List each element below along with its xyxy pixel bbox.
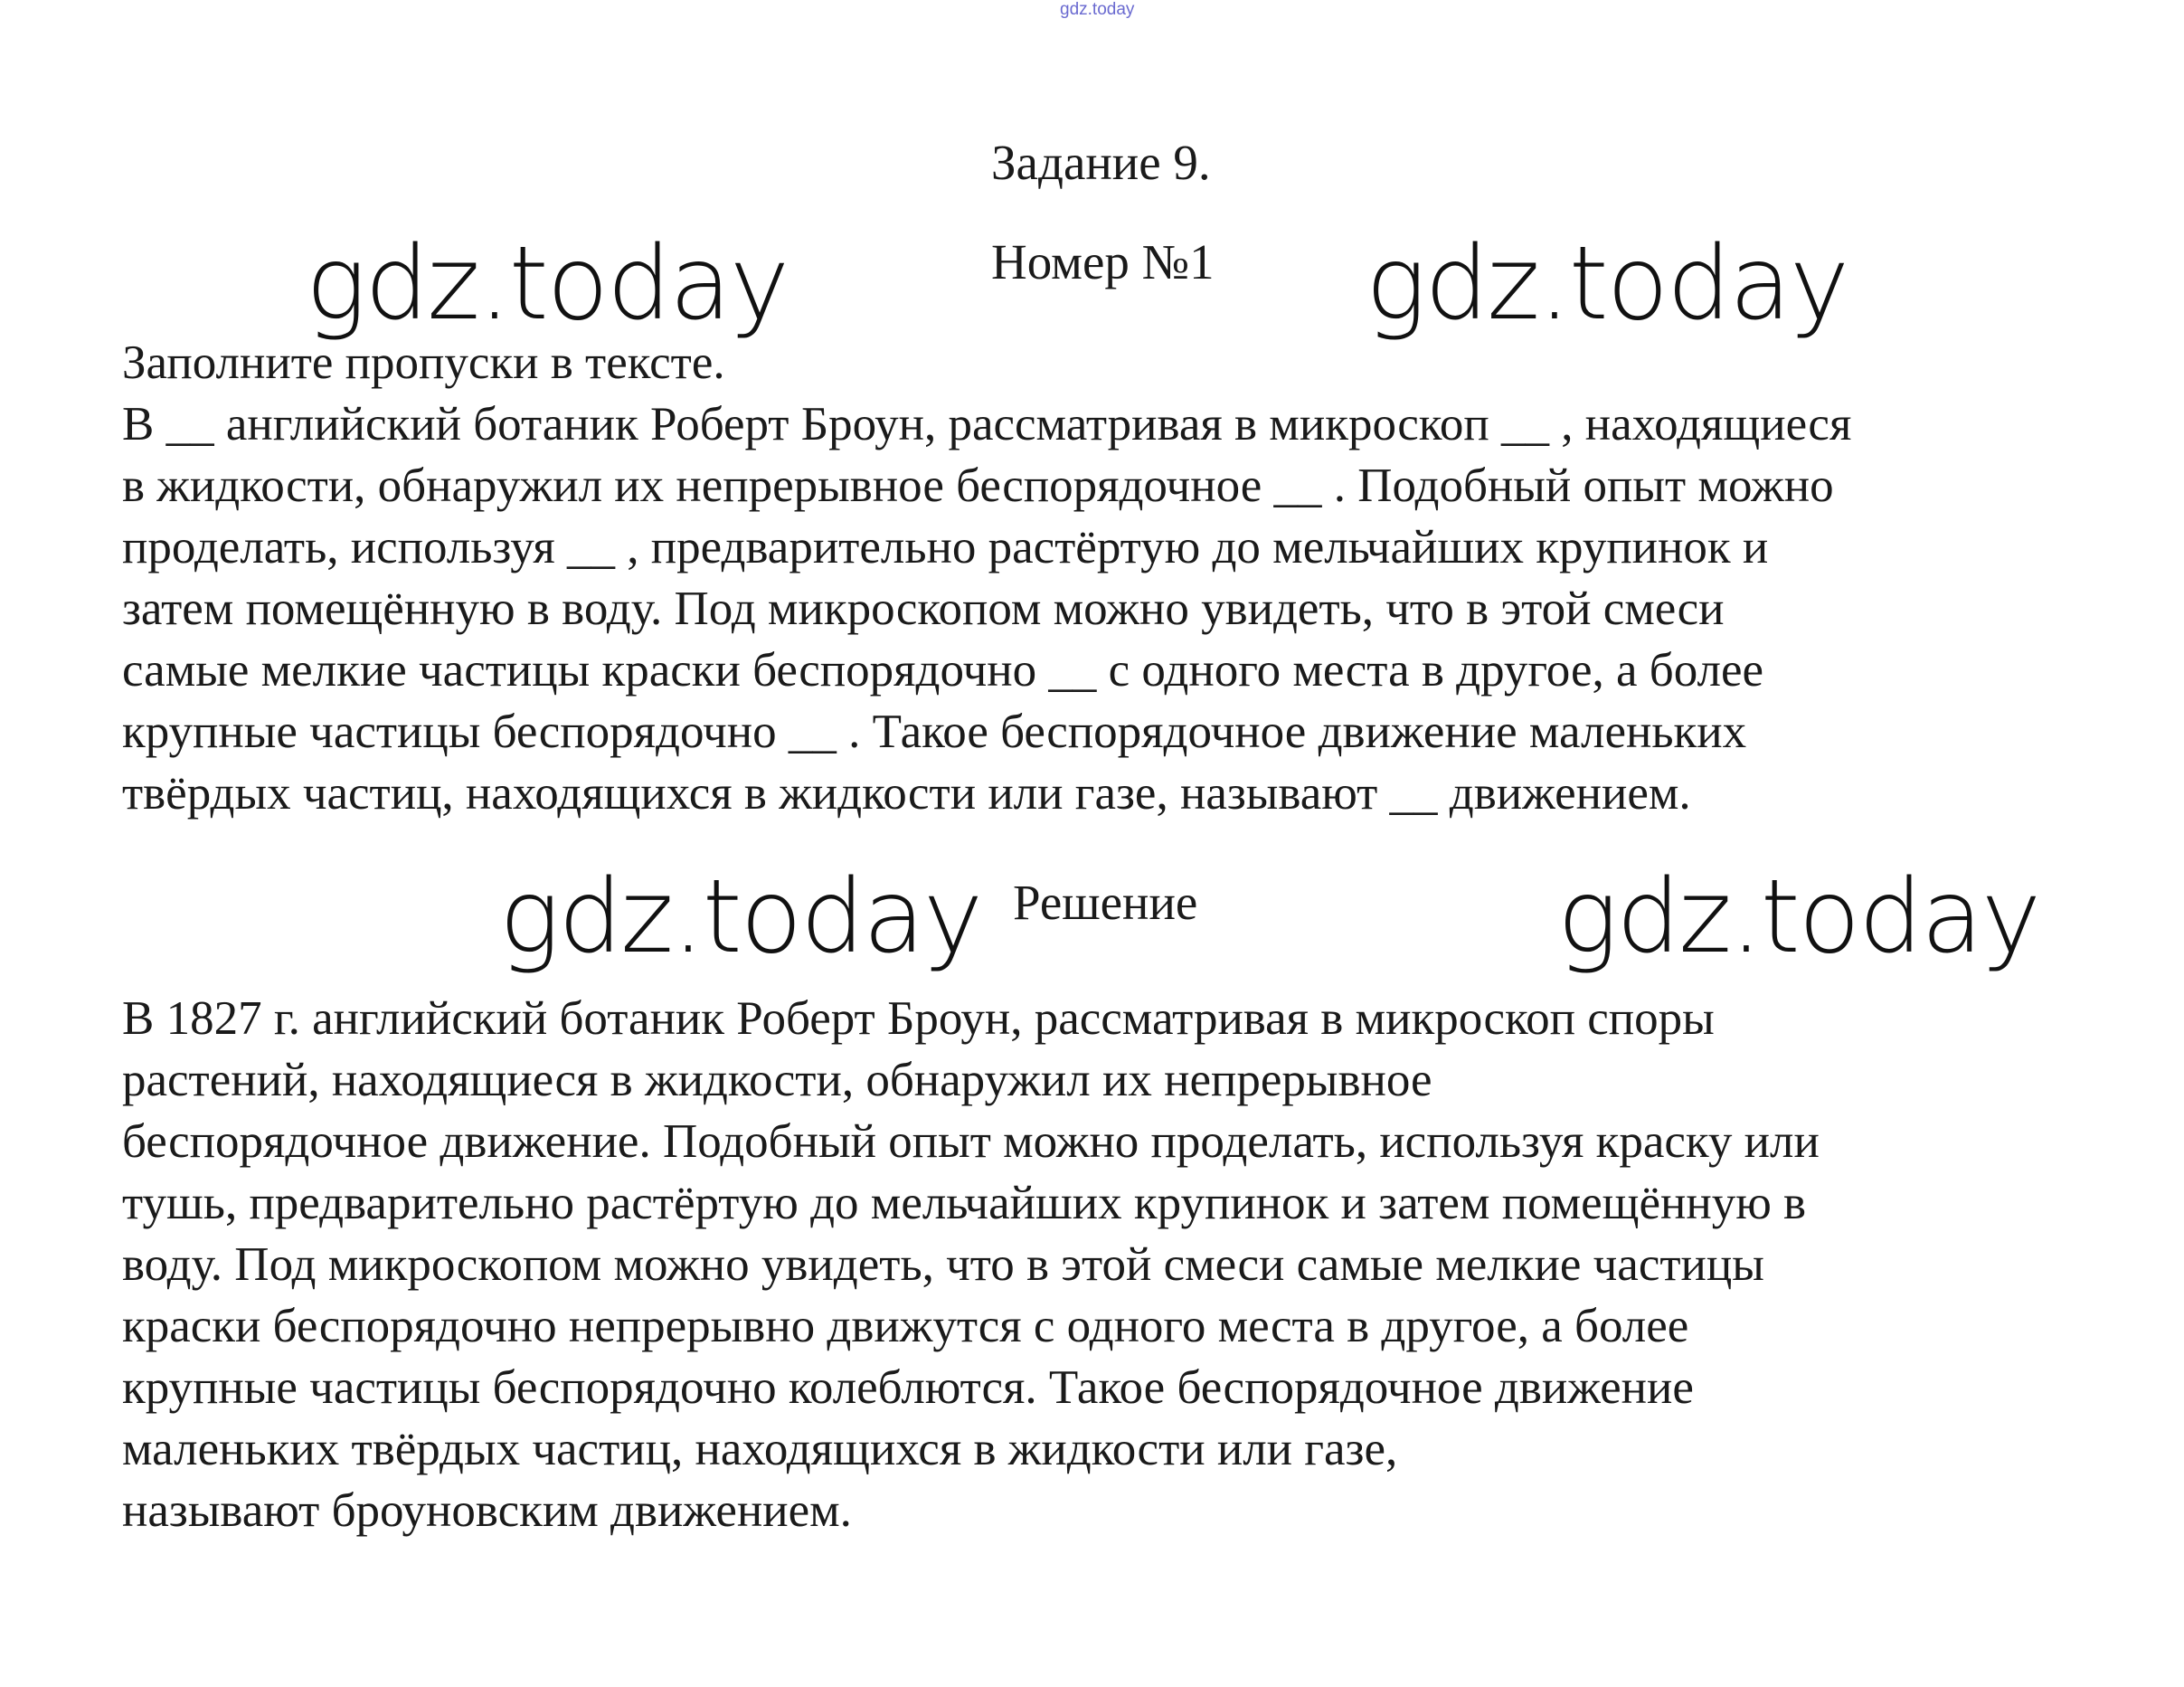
problem-line: затем помещённую в воду. Под микроскопом можно увидеть, что в этой смеси xyxy=(122,583,1725,635)
solution-line: называют броуновским движением. xyxy=(122,1484,852,1537)
solution-line: крупные частицы беспорядочно колеблются. Такое беспорядочное движение xyxy=(122,1361,1694,1414)
solution-line: тушь, предварительно растёртую до мельчайших крупинок и затем помещённую в xyxy=(122,1177,1807,1229)
solution-text xyxy=(122,988,1820,1541)
problem-line: в жидкости, обнаружил их непрерывное беспорядочное __ . Подобный опыт можно xyxy=(122,460,1834,512)
watermark: gdz.today xyxy=(1366,225,1848,343)
problem-line: твёрдых частиц, находящихся в жидкости или газе, называют __ движением. xyxy=(122,767,1691,820)
solution-line: растений, находящиеся в жидкости, обнаружил их непрерывное xyxy=(122,1054,1432,1106)
watermark: gdz.today xyxy=(306,225,789,343)
solution-line: воду. Под микроскопом можно увидеть, что в этой смеси самые мелкие частицы xyxy=(122,1238,1764,1291)
problem-line: В __ английский ботаник Роберт Броун, рассматривая в микроскоп __ , находящиеся xyxy=(122,398,1852,450)
solution-line: краски беспорядочно непрерывно движутся с одного места в другое, а более xyxy=(122,1300,1689,1352)
problem-text xyxy=(122,332,1851,824)
task-title: Задание 9. xyxy=(991,135,1211,190)
watermark: gdz.today xyxy=(499,858,982,976)
solution-line: маленьких твёрдых частиц, находящихся в жидкости или газе, xyxy=(122,1423,1398,1475)
solution-line: беспорядочное движение. Подобный опыт можно проделать, используя краску или xyxy=(122,1115,1820,1168)
task-number: Номер №1 xyxy=(991,234,1215,289)
solution-line: В 1827 г. английский ботаник Роберт Броун, рассматривая в микроскоп споры xyxy=(122,992,1715,1045)
solution-title: Решение xyxy=(1013,875,1198,930)
watermark: gdz.today xyxy=(1557,858,2040,976)
top-watermark: gdz.today xyxy=(1060,0,1135,19)
problem-line: самые мелкие частицы краски беспорядочно __ с одного места в другое, а более xyxy=(122,644,1764,697)
problem-line: Заполните пропуски в тексте. xyxy=(122,336,725,389)
problem-line: крупные частицы беспорядочно __ . Такое беспорядочное движение маленьких xyxy=(122,706,1747,758)
problem-line: проделать, используя __ , предварительно растёртую до мельчайших крупинок и xyxy=(122,521,1769,573)
